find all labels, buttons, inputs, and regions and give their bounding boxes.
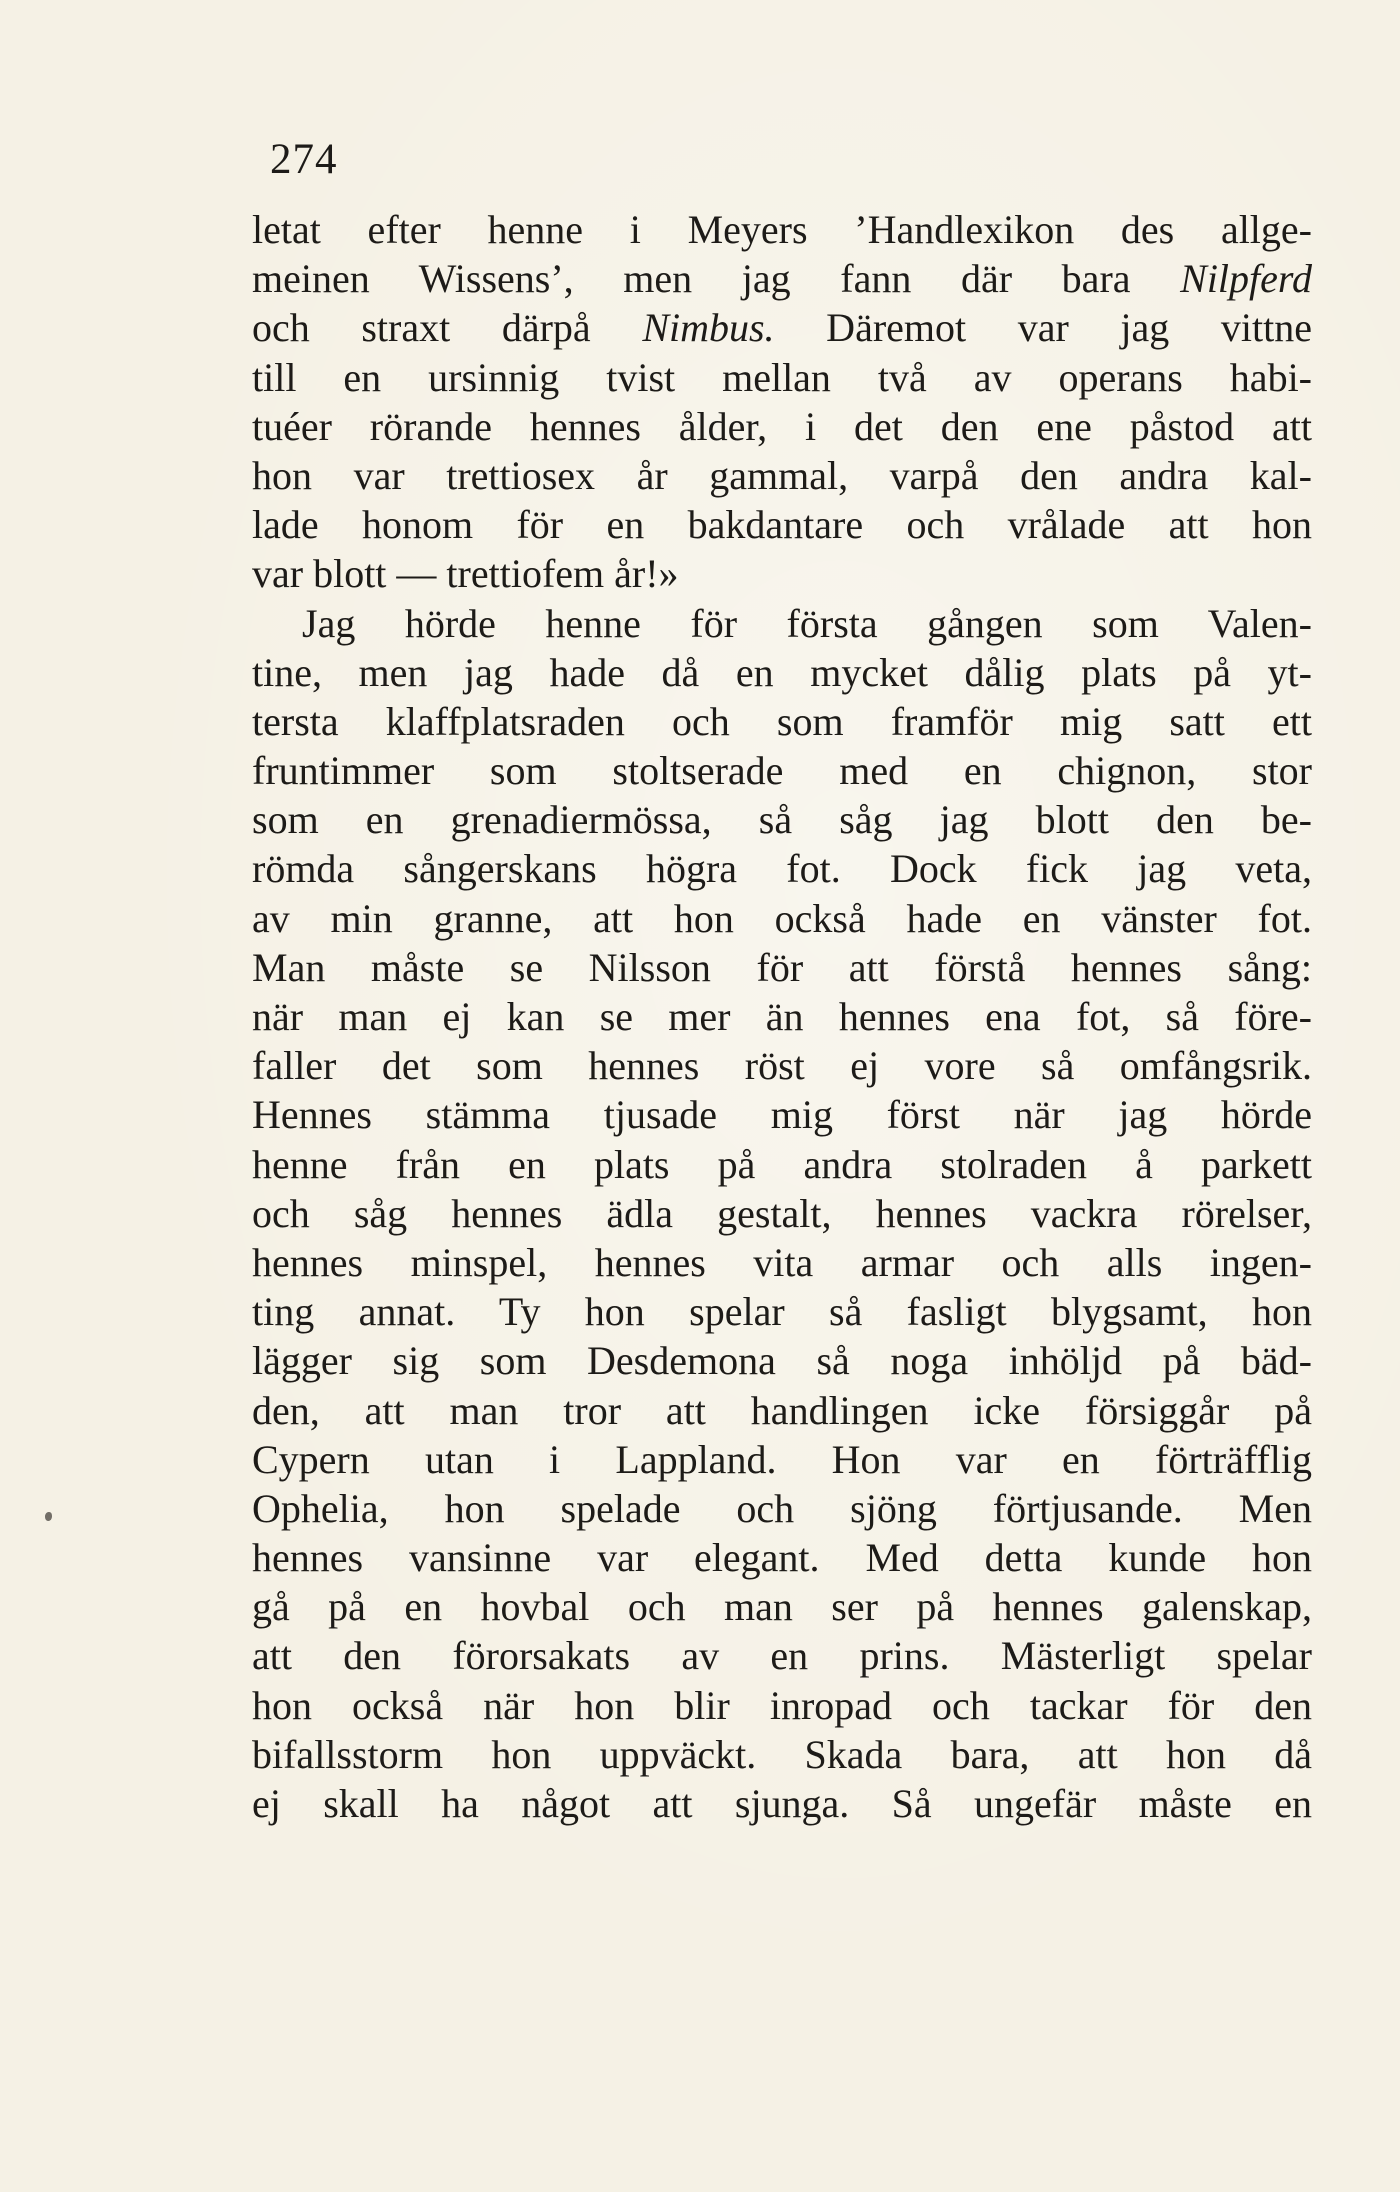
text-line: Hennes stämma tjusade mig först när jag hörde: [252, 1092, 1312, 1138]
text-line: av min granne, att hon också hade en vänster fot.: [252, 895, 1312, 941]
text-line: hennes minspel, hennes vita armar och alls ingen-: [252, 1239, 1312, 1285]
text-span: meinen Wissens’, men jag fann där bara: [252, 256, 1181, 302]
text-line: bifallsstorm hon uppväckt. Skada bara, att hon då: [252, 1731, 1312, 1777]
text-line: römda sångerskans högra fot. Dock fick jag veta,: [252, 846, 1312, 892]
text-line: den, att man tror att handlingen icke försiggår på: [252, 1387, 1312, 1433]
text-span: och straxt därpå: [252, 305, 643, 351]
text-line: tuéer rörande hennes ålder, i det den ene påstod att: [252, 403, 1312, 449]
text-line: lade honom för en bakdantare och vrålade att hon: [252, 502, 1312, 548]
text-line: letat efter henne i Meyers ’Handlexikon des allge-: [252, 207, 1312, 252]
text-line: fruntimmer som stoltserade med en chignon, stor: [252, 748, 1312, 794]
text-line: tersta klaffplatsraden och som framför mig satt ett: [252, 698, 1312, 744]
print-speck: [45, 1512, 52, 1521]
text-line: ej skall ha något att sjunga. Så ungefär måste en: [252, 1781, 1312, 1826]
text-line: gå på en hovbal och man ser på hennes galenskap,: [252, 1584, 1312, 1630]
italic-text: Nimbus.: [642, 305, 775, 351]
text-line: till en ursinnig tvist mellan två av operans habi-: [252, 354, 1312, 400]
italic-text: Nilpferd: [1180, 256, 1312, 302]
text-line: när man ej kan se mer än hennes ena fot, så före-: [252, 994, 1312, 1039]
text-line: Jag hörde henne för första gången som Valen-: [302, 600, 1312, 646]
text-line: hon också när hon blir inropad och tackar för den: [252, 1682, 1312, 1728]
text-line: tine, men jag hade då en mycket dålig plats på yt-: [252, 649, 1312, 695]
text-line: lägger sig som Desdemona så noga inhöljd på bäd-: [252, 1338, 1312, 1384]
body-text: [252, 205, 1312, 1828]
text-line: Man måste se Nilsson för att förstå hennes sång:: [252, 944, 1312, 990]
text-line: Ophelia, hon spelade och sjöng förtjusande. Men: [252, 1485, 1312, 1531]
text-line: henne från en plats på andra stolraden å parkett: [252, 1141, 1312, 1187]
text-line: att den förorsakats av en prins. Mästerligt spelar: [252, 1633, 1312, 1679]
text-line: faller det som hennes röst ej vore så omfångsrik.: [252, 1043, 1312, 1089]
text-line: [252, 254, 1312, 303]
text-span: Däremot var jag vittne: [774, 305, 1313, 351]
text-line: var blott — trettiofem år!»: [252, 551, 679, 597]
page-number: 274: [270, 136, 338, 183]
text-line: hon var trettiosex år gammal, varpå den andra kal-: [252, 452, 1312, 498]
text-line: hennes vansinne var elegant. Med detta kunde hon: [252, 1535, 1312, 1581]
text-line: [252, 303, 1312, 352]
text-line: ting annat. Ty hon spelar så fasligt blygsamt, hon: [252, 1289, 1312, 1335]
text-line: och såg hennes ädla gestalt, hennes vackra rörelser,: [252, 1190, 1312, 1236]
text-line: som en grenadiermössa, så såg jag blott den be-: [252, 797, 1312, 843]
text-line: Cypern utan i Lappland. Hon var en förträfflig: [252, 1436, 1312, 1482]
